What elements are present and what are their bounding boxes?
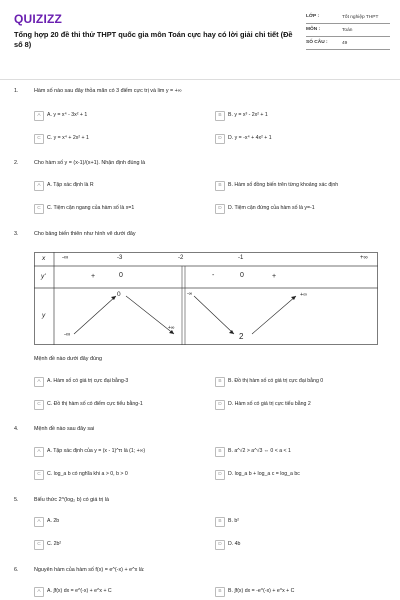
option-key: C: [34, 540, 44, 550]
option-text: A. Tập xác định của y = (x - 1)^π là (1; +∞): [47, 448, 146, 454]
q5-option-c[interactable]: [34, 540, 202, 549]
option-key: C: [34, 400, 44, 410]
sign-value: +: [91, 273, 96, 280]
q2-option-a[interactable]: [34, 181, 202, 190]
option-text: A. Tập xác định là R: [47, 182, 94, 188]
q3-option-c[interactable]: [34, 400, 202, 409]
sign-value: -: [212, 272, 215, 279]
question-number: 1.: [14, 88, 19, 94]
option-text: D. y = -x⁴ + 4x² + 1: [228, 135, 272, 141]
y-value: +∞: [300, 292, 308, 298]
worksheet-meta: [306, 13, 390, 52]
x-value: -1: [238, 255, 244, 261]
option-key: A: [34, 111, 44, 121]
q6-option-a[interactable]: [34, 587, 202, 596]
option-key: D: [215, 540, 225, 550]
q5-option-b[interactable]: [215, 517, 383, 526]
sign-value: 0: [119, 272, 123, 279]
q4-option-a[interactable]: [34, 447, 202, 456]
table-x-label: x: [42, 255, 46, 262]
option-text: C. Đồ thị hàm số có điểm cực tiểu bằng-1: [47, 401, 143, 407]
option-key: D: [215, 204, 225, 214]
q2-option-b[interactable]: [215, 181, 383, 190]
header-divider: [0, 79, 400, 80]
option-key: B: [215, 447, 225, 457]
question-number: 4.: [14, 426, 19, 432]
question-text: Cho hàm số y = (x-1)/(x+1). Nhận định đúng là: [34, 160, 146, 166]
option-key: B: [215, 377, 225, 387]
meta-subject-row: [306, 26, 390, 37]
q4-option-c[interactable]: [34, 470, 202, 479]
x-value: -∞: [62, 255, 69, 261]
option-text: B. Đồ thị hàm số có giá trị cực đại bằng 0: [228, 378, 324, 384]
sign-value: +: [272, 273, 277, 280]
q1-option-b[interactable]: [215, 111, 383, 120]
y-value: +∞: [168, 325, 175, 331]
option-text: B. a^√2 > a^√3 ⇔ 0 < a < 1: [228, 448, 291, 454]
y-value: -∞: [64, 332, 71, 338]
option-text: A. y = x⁴ - 3x² + 1: [47, 112, 88, 118]
q3-option-b[interactable]: [215, 377, 383, 386]
option-text: B. ∫f(x) dx = -e^(-x) + e^x + C: [228, 588, 295, 594]
option-text: D. Hàm số có giá trị cực tiểu bằng 2: [228, 401, 311, 407]
meta-count-row: [306, 39, 390, 50]
option-key: B: [215, 587, 225, 597]
q3-option-a[interactable]: [34, 377, 202, 386]
option-key: D: [215, 400, 225, 410]
meta-subject-value: Toán: [342, 28, 353, 33]
option-key: D: [215, 134, 225, 144]
option-text: B. b²: [228, 518, 239, 524]
q2-option-c[interactable]: [34, 204, 202, 213]
option-text: C. Tiệm cận ngang của hàm số là x=1: [47, 205, 135, 211]
q4-option-b[interactable]: [215, 447, 383, 456]
table-y-label: y: [42, 312, 46, 319]
q4-option-d[interactable]: [215, 470, 383, 479]
option-key: A: [34, 181, 44, 191]
y-value: -∞: [187, 291, 193, 297]
question-text: Biểu thức 2^(log₂ b) có giá trị là: [34, 497, 110, 503]
meta-subject-label: MÔN :: [306, 27, 321, 32]
q5-option-a[interactable]: [34, 517, 202, 526]
x-value: -3: [117, 255, 123, 261]
table-yprime-label: y': [41, 273, 46, 280]
meta-class-value: Tốt nghiệp THPT: [342, 15, 379, 20]
q1-option-a[interactable]: [34, 111, 202, 120]
option-text: D. log_a b + log_a c = log_a bc: [228, 471, 300, 477]
option-text: A. ∫f(x) dx = e^(-x) + e^x + C: [47, 588, 112, 594]
option-key: C: [34, 134, 44, 144]
question-text: Nguyên hàm của hàm số f(x) = e^(-x) + e^x là:: [34, 567, 145, 573]
question-number: 5.: [14, 497, 19, 503]
meta-class-row: [306, 13, 390, 24]
question-text: Hàm số nào sau đây thỏa mãn có 3 điểm cực trị và lim y = +∞: [34, 88, 182, 94]
question-text: Mệnh đề nào dưới đây đúng: [34, 356, 102, 362]
option-key: B: [215, 517, 225, 527]
q5-option-d[interactable]: [215, 540, 383, 549]
option-key: A: [34, 447, 44, 457]
quizizz-logo: QUIZIZZ: [14, 12, 63, 26]
option-key: A: [34, 587, 44, 597]
option-text: C. 2b²: [47, 541, 62, 547]
question-text: Cho bảng biến thiên như hình vẽ dưới đây: [34, 231, 136, 237]
option-key: C: [34, 204, 44, 214]
option-key: C: [34, 470, 44, 480]
q2-option-d[interactable]: [215, 204, 383, 213]
option-text: D. Tiệm cận đứng của hàm số là y=-1: [228, 205, 315, 211]
q1-option-d[interactable]: [215, 134, 383, 143]
question-number: 6.: [14, 567, 19, 573]
question-number: 3.: [14, 231, 19, 237]
option-text: C. y = x⁴ + 2x² + 1: [47, 135, 89, 141]
q6-option-b[interactable]: [215, 587, 383, 596]
x-value: -2: [178, 255, 184, 261]
option-text: D. 4b: [228, 541, 241, 547]
x-value: +∞: [360, 255, 368, 261]
option-text: A. Hàm số có giá trị cực đại bằng-3: [47, 378, 129, 384]
meta-count-value: 49: [342, 41, 348, 46]
meta-class-label: LỚP :: [306, 14, 320, 19]
q1-option-c[interactable]: [34, 134, 202, 143]
y-value: 2: [239, 332, 244, 341]
option-text: B. y = x³ - 2x² + 1: [228, 112, 268, 118]
worksheet-title: Tổng hợp 20 đề thi thử THPT quốc gia môn Toán cực hay có lời giải chi tiết (Đề số 8): [14, 30, 293, 49]
y-value: 0: [117, 291, 121, 298]
question-text: Mệnh đề nào sau đây sai: [34, 426, 95, 432]
option-key: B: [215, 111, 225, 121]
question-number: 2.: [14, 160, 19, 166]
q3-option-d[interactable]: [215, 400, 383, 409]
option-text: C. log_a b có nghĩa khi a > 0, b > 0: [47, 471, 128, 477]
meta-count-label: SỐ CÂU :: [306, 40, 328, 45]
option-text: B. Hàm số đồng biến trên từng khoảng xác định: [228, 182, 339, 188]
sign-value: 0: [240, 272, 244, 279]
option-key: A: [34, 377, 44, 387]
variation-table: [34, 252, 378, 345]
option-key: A: [34, 517, 44, 527]
option-text: A. 2b: [47, 518, 60, 524]
option-key: D: [215, 470, 225, 480]
option-key: B: [215, 181, 225, 191]
